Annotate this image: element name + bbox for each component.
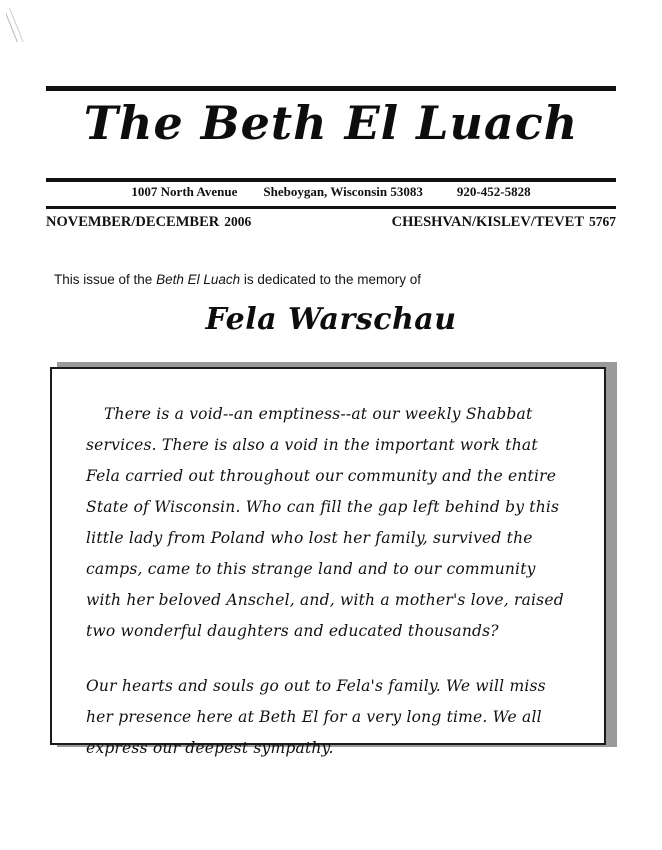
masthead-bottom-rule [46, 206, 616, 209]
dedicatee-name: Fela Warschau [205, 302, 457, 337]
scan-artifact [6, 8, 36, 42]
dateline-secular [46, 214, 251, 231]
dedication-publication-name: Beth El Luach [156, 272, 241, 287]
masthead-phone: 920-452-5828 [456, 184, 531, 199]
dedication-lead-before: This issue of the [54, 272, 157, 287]
dateline-secular-year: 2006 [224, 214, 252, 229]
masthead-contact [0, 184, 662, 200]
dateline [46, 214, 616, 231]
memorial-text [86, 399, 570, 764]
memorial-paragraph-1: There is a void--an emptiness--at our weekly Shabbat services. There is also a void in the important work that Fela carried out throughout our community and the entire State of Wisconsin. Who can fill the gap left behind by this little lady from Poland who lost her family, survived the camps, came to this strange land and to our community with her beloved Anschel, and, with a mother's love, raised two wonderful daughters and educated thousands? [86, 405, 564, 640]
dedication-line [54, 272, 421, 287]
memorial-box [50, 367, 606, 757]
dedication-lead-after: is dedicated to the memory of [240, 272, 421, 287]
page-title: The Beth El Luach [83, 96, 579, 150]
dateline-hebrew [392, 214, 616, 231]
dateline-secular-months: NOVEMBER/DECEMBER [46, 214, 220, 230]
dateline-hebrew-year: 5767 [589, 214, 616, 229]
dateline-hebrew-months: CHESHVAN/KISLEV/TEVET [391, 214, 584, 230]
masthead-middle-rule [46, 178, 616, 182]
masthead-top-rule [46, 86, 616, 91]
masthead-city-state-zip: Sheboygan, Wisconsin 53083 [263, 184, 423, 199]
masthead-address: 1007 North Avenue [131, 184, 238, 199]
memorial-paragraph-2: Our hearts and souls go out to Fela's family. We will miss her presence here at Beth El for a very long time. We all express our deepest sympathy. [86, 677, 546, 757]
